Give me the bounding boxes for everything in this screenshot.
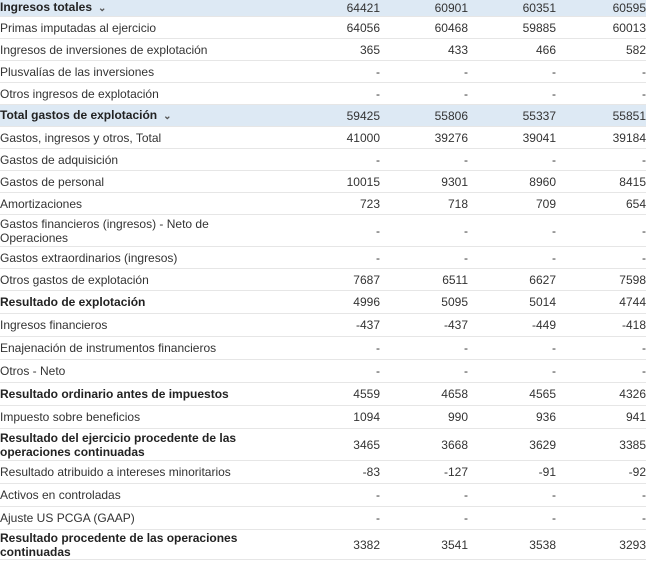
value-cell: -	[556, 61, 646, 83]
table-row	[0, 461, 646, 484]
value-cell: -	[556, 360, 646, 383]
row-label: Ingresos totales	[0, 0, 93, 14]
table-row	[0, 484, 646, 507]
value-cell: -	[380, 215, 468, 247]
value-cell: -437	[252, 314, 380, 337]
value-cell: 55851	[556, 105, 646, 127]
value-cell: 8960	[468, 171, 556, 193]
value-cell: -	[556, 83, 646, 105]
value-cell: -	[468, 61, 556, 83]
table-row	[0, 337, 646, 360]
value-cell: 60595	[556, 0, 646, 17]
value-cell: 582	[556, 39, 646, 61]
table-row	[0, 127, 646, 149]
value-cell: 709	[468, 193, 556, 215]
row-label-cell	[0, 83, 252, 105]
value-cell: 4996	[252, 291, 380, 314]
value-cell: 7598	[556, 269, 646, 291]
value-cell: 64056	[252, 17, 380, 39]
value-cell: 55806	[380, 105, 468, 127]
value-cell: 55337	[468, 105, 556, 127]
row-label: Resultado del ejercicio procedente de las operaciones continuadas	[0, 430, 237, 459]
value-cell: 8415	[556, 171, 646, 193]
value-cell: 4658	[380, 383, 468, 406]
table-row	[0, 39, 646, 61]
value-cell: 4565	[468, 383, 556, 406]
value-cell: -	[380, 247, 468, 269]
row-label: Ingresos de inversiones de explotación	[0, 42, 208, 57]
row-label-cell	[0, 291, 252, 314]
row-label-cell	[0, 429, 252, 461]
value-cell: 723	[252, 193, 380, 215]
table-row	[0, 215, 646, 247]
row-label-cell	[0, 337, 252, 360]
value-cell: 39184	[556, 127, 646, 149]
value-cell: -	[252, 247, 380, 269]
row-label-cell	[0, 61, 252, 83]
value-cell: -91	[468, 461, 556, 484]
value-cell: -437	[380, 314, 468, 337]
value-cell: 39276	[380, 127, 468, 149]
value-cell: 3668	[380, 429, 468, 461]
value-cell: 3538	[468, 530, 556, 560]
table-row	[0, 530, 646, 560]
section-header-row[interactable]	[0, 105, 646, 127]
table-row	[0, 360, 646, 383]
value-cell: -	[380, 83, 468, 105]
value-cell: 60013	[556, 17, 646, 39]
value-cell: -	[252, 215, 380, 247]
value-cell: 39041	[468, 127, 556, 149]
row-label-cell	[0, 39, 252, 61]
table-row	[0, 17, 646, 39]
row-label: Ajuste US PCGA (GAAP)	[0, 511, 135, 525]
table-row	[0, 247, 646, 269]
row-label-cell	[0, 461, 252, 484]
row-label: Primas imputadas al ejercicio	[0, 20, 157, 35]
row-label-cell	[0, 530, 252, 560]
row-label: Resultado de explotación	[0, 295, 146, 309]
chevron-down-icon[interactable]: ⌄	[98, 3, 107, 14]
value-cell: 5095	[380, 291, 468, 314]
row-label: Resultado ordinario antes de impuestos	[0, 387, 229, 401]
value-cell: 64421	[252, 0, 380, 17]
table-row	[0, 61, 646, 83]
row-label-cell	[0, 0, 252, 17]
table-row	[0, 291, 646, 314]
value-cell: 3465	[252, 429, 380, 461]
value-cell: 466	[468, 39, 556, 61]
value-cell: 718	[380, 193, 468, 215]
value-cell: -	[252, 507, 380, 530]
value-cell: 365	[252, 39, 380, 61]
value-cell: -	[380, 61, 468, 83]
value-cell: 9301	[380, 171, 468, 193]
value-cell: 3629	[468, 429, 556, 461]
value-cell: -	[468, 247, 556, 269]
value-cell: -	[468, 507, 556, 530]
value-cell: -	[252, 360, 380, 383]
value-cell: -	[556, 149, 646, 171]
value-cell: 4326	[556, 383, 646, 406]
table-row	[0, 171, 646, 193]
table-row	[0, 507, 646, 530]
row-label-cell	[0, 507, 252, 530]
value-cell: 7687	[252, 269, 380, 291]
value-cell: -92	[556, 461, 646, 484]
row-label: Otros - Neto	[0, 364, 66, 378]
value-cell: -	[556, 337, 646, 360]
row-label: Gastos de adquisición	[0, 152, 119, 167]
value-cell: 5014	[468, 291, 556, 314]
table-row	[0, 269, 646, 291]
value-cell: -	[380, 484, 468, 507]
value-cell: -	[468, 215, 556, 247]
row-label-cell	[0, 215, 252, 247]
value-cell: -449	[468, 314, 556, 337]
row-label: Otros ingresos de explotación	[0, 86, 159, 101]
row-label-cell	[0, 484, 252, 507]
row-label: Impuesto sobre beneficios	[0, 410, 141, 424]
value-cell: -	[252, 149, 380, 171]
value-cell: -127	[380, 461, 468, 484]
value-cell: -	[468, 484, 556, 507]
row-label: Gastos, ingresos y otros, Total	[0, 130, 162, 145]
row-label-cell	[0, 360, 252, 383]
row-label: Gastos financieros (ingresos) - Neto de Operaciones	[0, 216, 209, 245]
row-label-cell	[0, 193, 252, 215]
row-label-cell	[0, 17, 252, 39]
value-cell: 990	[380, 406, 468, 429]
value-cell: 60468	[380, 17, 468, 39]
table-row	[0, 383, 646, 406]
value-cell: -	[380, 337, 468, 360]
value-cell: -	[468, 149, 556, 171]
section-header-row[interactable]	[0, 0, 646, 17]
row-label: Plusvalías de las inversiones	[0, 64, 155, 79]
table-row	[0, 83, 646, 105]
row-label: Total gastos de explotación	[0, 107, 158, 122]
row-label: Otros gastos de explotación	[0, 272, 149, 287]
row-label-cell	[0, 149, 252, 171]
table-row	[0, 314, 646, 337]
value-cell: -	[468, 337, 556, 360]
value-cell: -	[380, 507, 468, 530]
value-cell: -	[380, 360, 468, 383]
row-label-cell	[0, 171, 252, 193]
value-cell: -83	[252, 461, 380, 484]
table-row	[0, 429, 646, 461]
row-label-cell	[0, 383, 252, 406]
value-cell: 59425	[252, 105, 380, 127]
row-label-cell	[0, 314, 252, 337]
row-label: Activos en controladas	[0, 488, 121, 502]
value-cell: -	[556, 507, 646, 530]
table-row	[0, 149, 646, 171]
value-cell: 1094	[252, 406, 380, 429]
value-cell: -	[556, 215, 646, 247]
value-cell: 60351	[468, 0, 556, 17]
value-cell: 3541	[380, 530, 468, 560]
value-cell: -	[556, 484, 646, 507]
value-cell: -	[380, 149, 468, 171]
value-cell: -	[252, 61, 380, 83]
chevron-down-icon[interactable]: ⌄	[163, 110, 172, 122]
row-label-cell	[0, 406, 252, 429]
value-cell: 10015	[252, 171, 380, 193]
value-cell: -	[468, 83, 556, 105]
table-row	[0, 193, 646, 215]
row-label-cell	[0, 269, 252, 291]
row-label: Resultado atribuido a intereses minoritarios	[0, 465, 231, 479]
value-cell: 654	[556, 193, 646, 215]
value-cell: -418	[556, 314, 646, 337]
value-cell: 433	[380, 39, 468, 61]
value-cell: -	[556, 247, 646, 269]
value-cell: -	[252, 83, 380, 105]
row-label: Ingresos financieros	[0, 318, 108, 332]
row-label-cell	[0, 247, 252, 269]
value-cell: 4559	[252, 383, 380, 406]
value-cell: 3385	[556, 429, 646, 461]
row-label: Gastos de personal	[0, 174, 105, 189]
value-cell: 6627	[468, 269, 556, 291]
value-cell: 60901	[380, 0, 468, 17]
value-cell: 6511	[380, 269, 468, 291]
value-cell: 3382	[252, 530, 380, 560]
value-cell: 59885	[468, 17, 556, 39]
value-cell: 41000	[252, 127, 380, 149]
row-label-cell	[0, 105, 252, 127]
value-cell: -	[252, 337, 380, 360]
row-label-cell	[0, 127, 252, 149]
value-cell: 3293	[556, 530, 646, 560]
row-label: Resultado procedente de las operaciones continuadas	[0, 530, 238, 559]
value-cell: -	[252, 484, 380, 507]
value-cell: 941	[556, 406, 646, 429]
value-cell: 4744	[556, 291, 646, 314]
table-row	[0, 406, 646, 429]
value-cell: -	[468, 360, 556, 383]
row-label: Gastos extraordinarios (ingresos)	[0, 250, 178, 265]
row-label: Enajenación de instrumentos financieros	[0, 341, 217, 355]
row-label: Amortizaciones	[0, 196, 83, 211]
value-cell: 936	[468, 406, 556, 429]
